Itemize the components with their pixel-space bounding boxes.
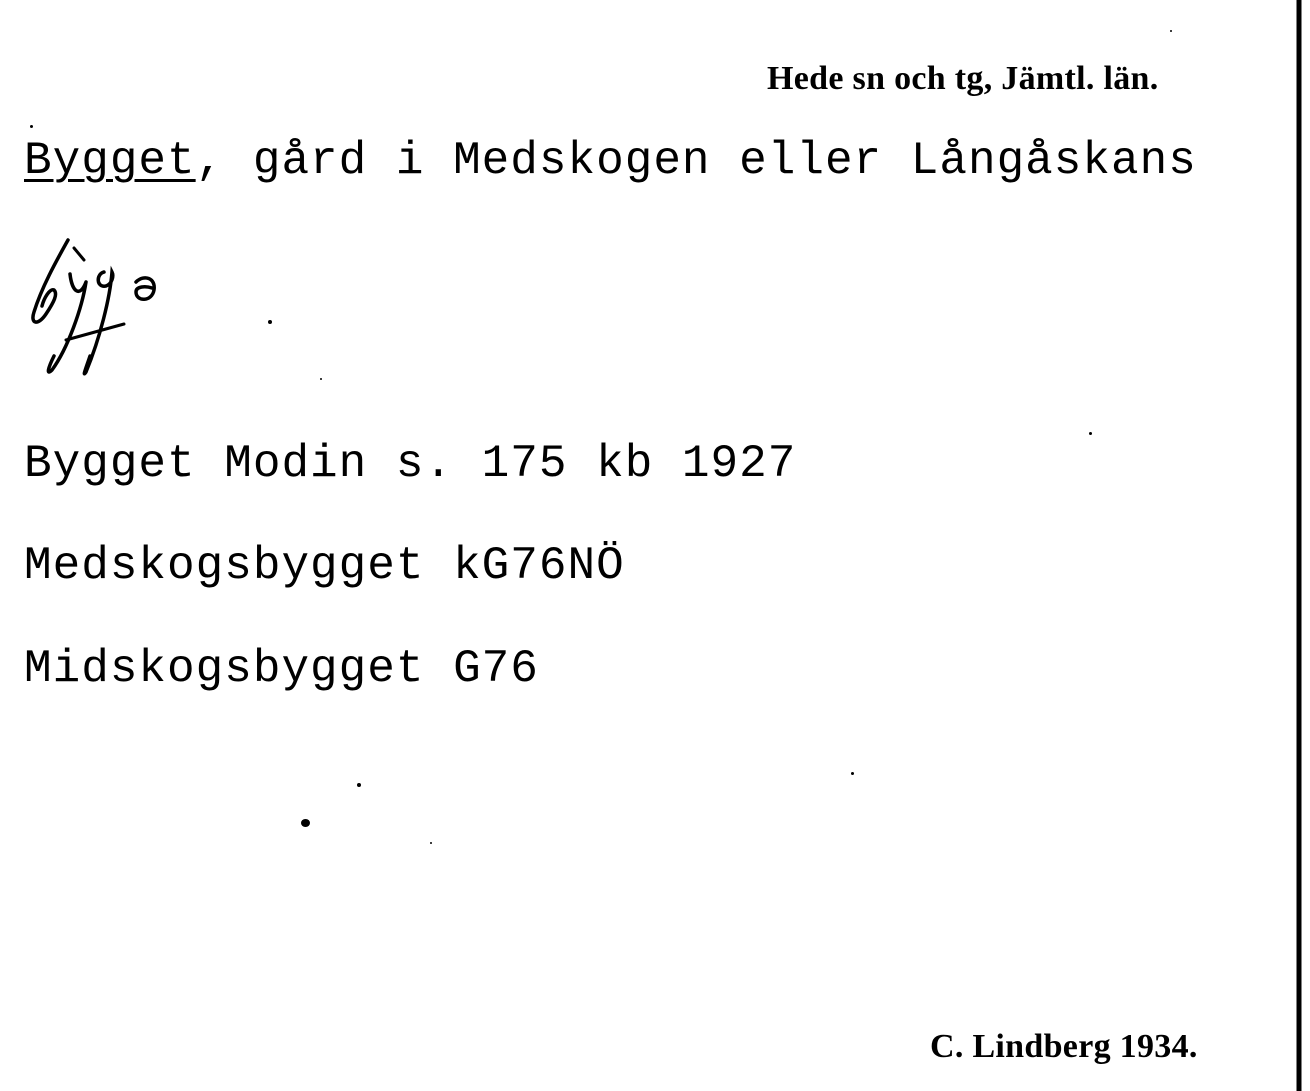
place-name: Bygget — [24, 135, 196, 187]
entry-title-line — [24, 135, 1197, 187]
ink-speck — [1089, 432, 1092, 435]
collector-signature: C. Lindberg 1934. — [930, 1028, 1198, 1065]
ink-speck — [30, 125, 33, 128]
ink-speck — [430, 842, 432, 844]
ink-speck — [320, 378, 322, 380]
handwritten-pronunciation — [20, 228, 170, 383]
card-right-edge — [1294, 0, 1310, 1091]
source-line-3: Midskogsbygget G76 — [24, 643, 539, 695]
source-line-2: Medskogsbygget kG76NÖ — [24, 540, 625, 592]
ink-speck — [301, 819, 310, 827]
ink-speck — [1170, 30, 1172, 32]
ink-speck — [357, 783, 361, 787]
place-description: , gård i Medskogen eller Långåskans — [195, 135, 1197, 187]
parish-header: Hede sn och tg, Jämtl. län. — [767, 60, 1159, 97]
ink-speck — [268, 320, 272, 324]
source-line-1: Bygget Modin s. 175 kb 1927 — [24, 438, 797, 490]
ink-speck — [851, 772, 854, 775]
